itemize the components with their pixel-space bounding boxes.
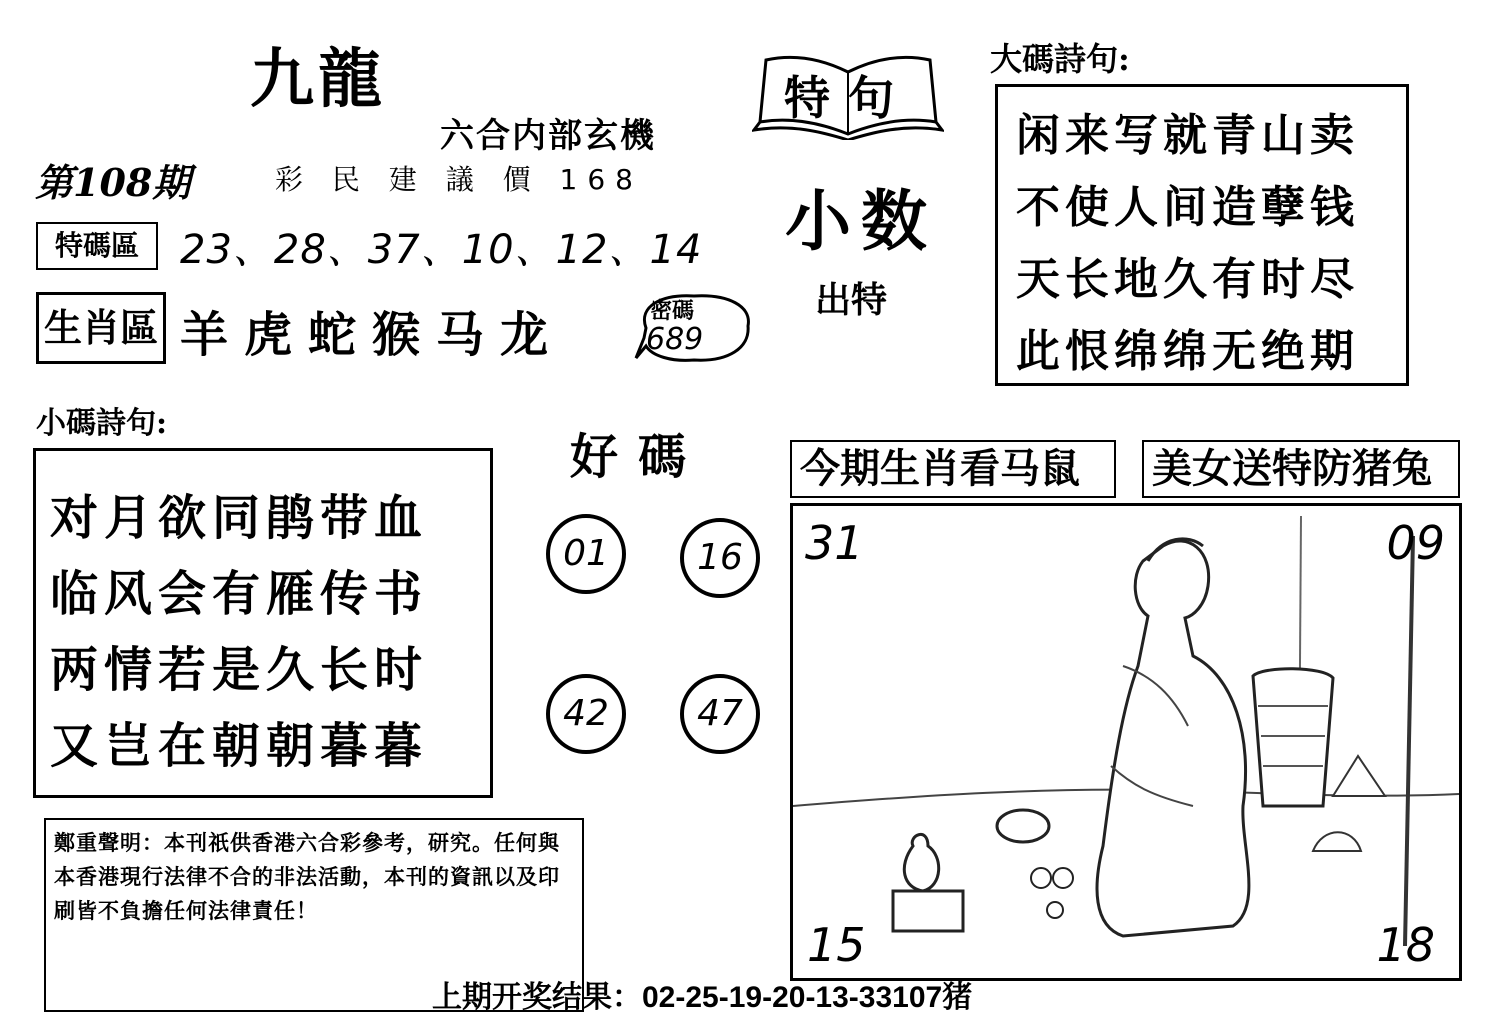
zodiac-zone-label: 生肖區: [36, 292, 166, 364]
small-poem-line: 又岂在朝朝暮暮: [50, 718, 429, 774]
small-poem-box: [33, 448, 493, 798]
disclaimer-text: 鄭重聲明：本刊祇供香港六合彩參考，研究。任何與本香港現行法律不合的非法活動，本刊的資訊以及印刷皆不負擔任何法律責任！: [54, 830, 560, 923]
good-number-ball: 47: [680, 674, 760, 754]
zodiac-hint-tag: 今期生肖看马鼠: [790, 440, 1116, 498]
corner-number-bottom-left: 15: [807, 918, 866, 972]
tema-zone-label: 特碼區: [36, 222, 158, 270]
corner-number-top-right: 09: [1386, 516, 1445, 570]
beauty-hint-tag: 美女送特防猪兔: [1142, 440, 1460, 498]
small-poem-line: 临风会有雁传书: [50, 566, 429, 622]
last-draw-result: 上期开奖结果：02-25-19-20-13-33107猪: [432, 981, 973, 1014]
banner-text: 特句: [784, 71, 912, 125]
big-poem-box: [995, 84, 1409, 386]
tema-numbers: 23、28、37、10、12、14: [180, 227, 703, 273]
good-number-ball: 01: [546, 514, 626, 594]
zodiac-animals: 羊虎蛇猴马龙: [180, 307, 565, 363]
big-poem-line: 此恨绵绵无绝期: [1016, 326, 1359, 377]
big-poem-line: 不使人间造孽钱: [1016, 182, 1359, 233]
good-number-ball: 16: [680, 518, 760, 598]
small-poem-line: 两情若是久长时: [50, 642, 429, 698]
secret-code-number: 689: [646, 322, 704, 357]
small-poem-line: 对月欲同鹃带血: [50, 490, 429, 546]
big-poem-line: 天长地久有时尽: [1016, 254, 1359, 305]
good-number-ball: 42: [546, 674, 626, 754]
out-special-hint: 出特: [815, 279, 888, 321]
corner-number-top-left: 31: [805, 516, 864, 570]
illustration-frame: [790, 503, 1462, 981]
seated-scholar-illustration: [793, 506, 1459, 978]
subtitle: 六合内部玄機: [440, 116, 656, 156]
good-numbers-label: 好碼: [570, 429, 707, 485]
small-number-hint: 小数: [785, 182, 937, 260]
small-poem-label: 小碼詩句:: [36, 406, 168, 441]
brand-title: 九龍: [250, 42, 386, 117]
big-poem-label: 大碼詩句:: [990, 40, 1130, 78]
corner-number-bottom-right: 18: [1376, 918, 1435, 972]
big-poem-line: 闲来写就青山卖: [1016, 110, 1359, 161]
issue-number: 第108期: [35, 160, 191, 205]
suggested-price: 彩 民 建 議 價 168: [275, 163, 643, 196]
secret-code-label: 密碼: [650, 298, 695, 324]
